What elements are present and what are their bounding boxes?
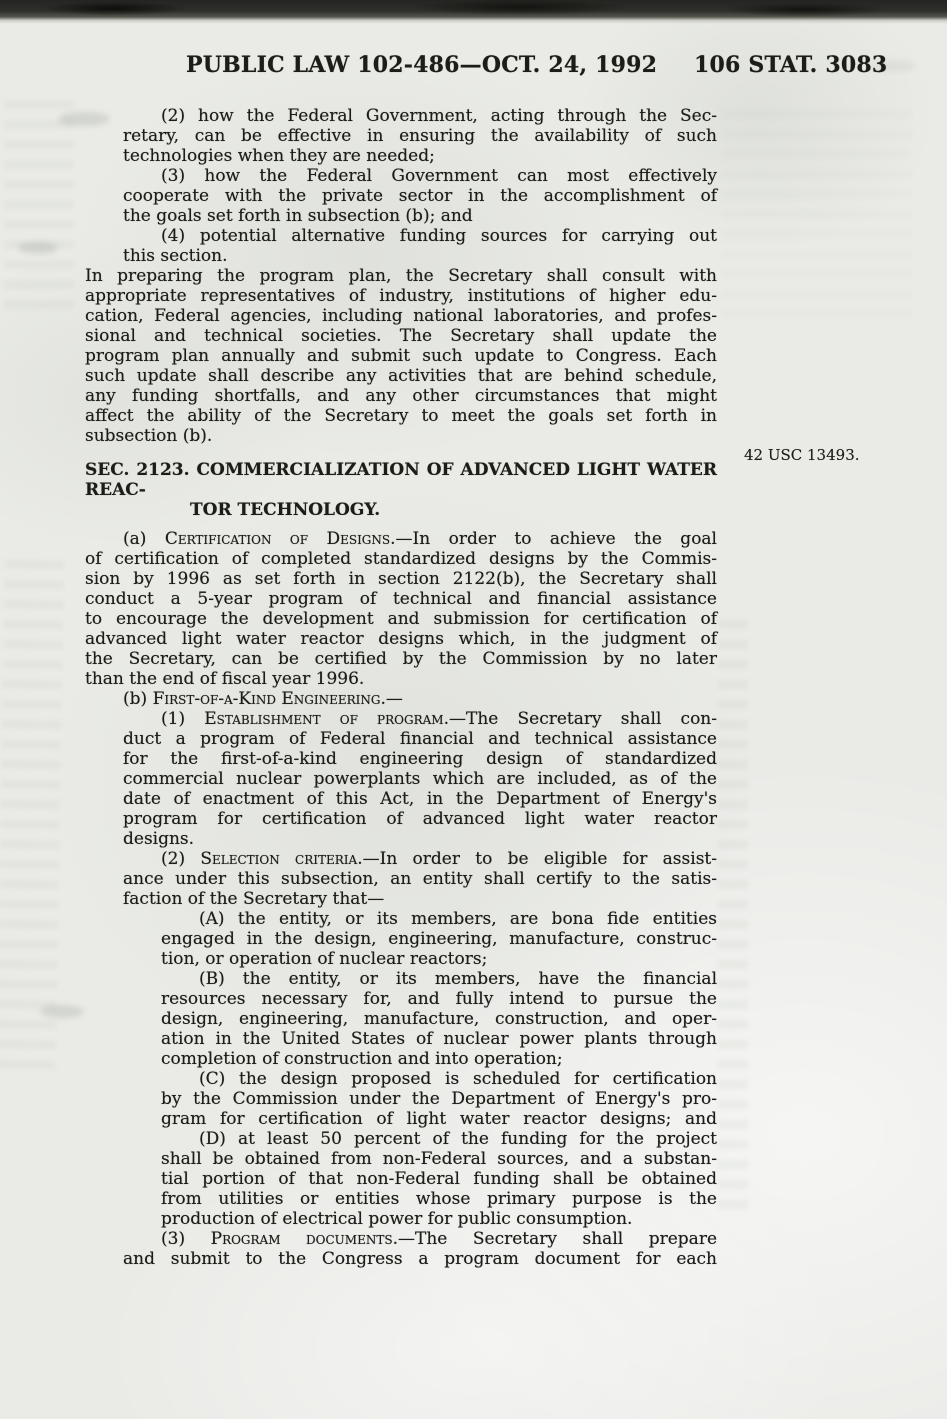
text-line <box>85 969 717 989</box>
text-line <box>85 126 717 146</box>
text-line <box>85 629 717 649</box>
text-line <box>85 829 717 849</box>
text-line <box>85 286 717 306</box>
text-line <box>85 929 717 949</box>
text-line <box>85 1129 717 1149</box>
text-run: to encourage the development and submission for certification of <box>85 609 717 629</box>
text-run: tion, or operation of nuclear reactors; <box>161 949 488 969</box>
text-run: .—The Secretary shall prepare <box>392 1229 718 1249</box>
text-line <box>85 186 717 206</box>
text-line <box>85 1169 717 1189</box>
text-line <box>85 106 717 126</box>
text-run: .— <box>380 689 403 709</box>
text-run: date of enactment of this Act, in the Department of Energy's <box>123 789 717 809</box>
text-line <box>85 749 717 769</box>
text-run: for the first-of-a-kind engineering design of standardized <box>123 749 717 769</box>
text-line <box>85 1069 717 1089</box>
text-run: .—In order to achieve the goal <box>390 529 717 549</box>
text-line <box>85 426 717 446</box>
text-run: any funding shortfalls, and any other circumstances that might <box>85 386 717 406</box>
text-run: tial portion of that non-Federal funding shall be obtained <box>161 1169 717 1189</box>
text-run: the Secretary, can be certified by the Commission by no later <box>85 649 717 669</box>
scan-edge-artifact <box>0 0 947 24</box>
text-line <box>85 346 717 366</box>
small-caps-run: Certification of Designs <box>164 529 391 549</box>
text-line <box>85 849 717 869</box>
text-line <box>85 206 717 226</box>
text-run: .—In order to be eligible for assist- <box>357 849 717 869</box>
text-line <box>85 1009 717 1029</box>
text-run: retary, can be effective in ensuring the availability of such <box>123 126 717 146</box>
text-line <box>85 1109 717 1129</box>
ink-smudge <box>40 1005 84 1018</box>
section-heading-line <box>85 460 717 500</box>
text-run: resources necessary for, and fully intend to pursue the <box>161 989 717 1009</box>
text-run: appropriate representatives of industry, institutions of higher edu- <box>85 286 717 306</box>
text-line <box>85 1049 717 1069</box>
text-run: affect the ability of the Secretary to meet the goals set forth in <box>85 406 717 426</box>
text-run: (1) <box>161 709 205 729</box>
section-heading-line <box>85 500 717 520</box>
text-line <box>85 529 717 549</box>
text-line <box>85 1149 717 1169</box>
bleedthrough-artifact <box>718 620 748 1220</box>
text-line <box>85 889 717 909</box>
text-run: cooperate with the private sector in the accomplishment of <box>123 186 717 206</box>
text-line <box>85 649 717 669</box>
text-run: subsection (b). <box>85 426 213 446</box>
text-run: such update shall describe any activities that are behind schedule, <box>85 366 717 386</box>
text-line <box>85 709 717 729</box>
bleedthrough-artifact <box>722 110 912 320</box>
text-run: sion by 1996 as set forth in section 2122(b), the Secretary shall <box>85 569 717 589</box>
ink-smudge <box>18 242 58 254</box>
text-line <box>85 1209 717 1229</box>
text-line <box>85 266 717 286</box>
text-run: design, engineering, manufacture, construction, and oper- <box>161 1009 717 1029</box>
text-run: conduct a 5-year program of technical and financial assistance <box>85 589 717 609</box>
text-run: TOR TECHNOLOGY. <box>190 500 381 520</box>
text-run: cation, Federal agencies, including national laboratories, and profes- <box>85 306 717 326</box>
text-run: of certification of completed standardized designs by the Commis- <box>85 549 717 569</box>
text-run: program for certification of advanced light water reactor <box>123 809 717 829</box>
text-run: this section. <box>123 246 228 266</box>
text-run: SEC. 2123. COMMERCIALIZATION OF ADVANCED LIGHT WATER REAC- <box>85 460 717 500</box>
text-line <box>85 366 717 386</box>
text-line <box>85 166 717 186</box>
text-run: faction of the Secretary that— <box>123 889 385 909</box>
text-run: program plan annually and submit such update to Congress. Each <box>85 346 717 366</box>
text-run: (a) <box>123 529 165 549</box>
text-run: (2) how the Federal Government, acting through the Sec- <box>161 106 717 126</box>
text-run: engaged in the design, engineering, manufacture, construc- <box>161 929 717 949</box>
text-line <box>85 406 717 426</box>
text-run: (2) <box>161 849 201 869</box>
text-run: (3) how the Federal Government can most effectively <box>161 166 717 186</box>
text-run: duct a program of Federal financial and technical assistance <box>123 729 717 749</box>
text-run: than the end of fiscal year 1996. <box>85 669 365 689</box>
text-line <box>85 689 717 709</box>
text-line <box>85 809 717 829</box>
text-line <box>85 1229 717 1249</box>
text-line <box>85 146 717 166</box>
running-head-stat-page-number: 106 STAT. 3083 <box>694 52 888 78</box>
text-line <box>85 669 717 689</box>
bleedthrough-artifact <box>4 100 74 320</box>
text-line <box>85 549 717 569</box>
text-run: (A) the entity, or its members, are bona fide entities <box>199 909 717 929</box>
text-run: advanced light water reactor designs which, in the judgment of <box>85 629 717 649</box>
text-run: (b) <box>123 689 153 709</box>
text-line <box>85 1089 717 1109</box>
text-line <box>85 589 717 609</box>
margin-note-usc-citation: 42 USC 13493. <box>744 446 860 464</box>
text-line <box>85 769 717 789</box>
bleedthrough-artifact <box>0 560 65 1081</box>
text-run: commercial nuclear powerplants which are included, as of the <box>123 769 717 789</box>
text-line <box>85 1189 717 1209</box>
text-line <box>85 729 717 749</box>
text-line <box>85 909 717 929</box>
text-line <box>85 869 717 889</box>
text-run: shall be obtained from non-Federal sources, and a substan- <box>161 1149 717 1169</box>
text-run: sional and technical societies. The Secretary shall update the <box>85 326 717 346</box>
document-body <box>85 106 717 1269</box>
text-line <box>85 1029 717 1049</box>
text-run: technologies when they are needed; <box>123 146 435 166</box>
text-run: completion of construction and into operation; <box>161 1049 563 1069</box>
text-run: by the Commission under the Department of Energy's pro- <box>161 1089 717 1109</box>
small-caps-run: Selection criteria <box>200 849 358 869</box>
text-run: (4) potential alternative funding sources for carrying out <box>161 226 717 246</box>
text-run: ation in the United States of nuclear power plants through <box>161 1029 717 1049</box>
text-line <box>85 246 717 266</box>
text-line <box>85 326 717 346</box>
text-line <box>85 1249 717 1269</box>
small-caps-run: First-of-a-Kind Engineering <box>152 689 381 709</box>
text-line <box>85 306 717 326</box>
text-run: In preparing the program plan, the Secretary shall consult with <box>85 266 717 286</box>
text-line <box>85 569 717 589</box>
text-run: and submit to the Congress a program document for each <box>123 1249 717 1269</box>
text-line <box>85 386 717 406</box>
text-run: .—The Secretary shall con- <box>443 709 717 729</box>
text-run: (C) the design proposed is scheduled for certification <box>199 1069 717 1089</box>
text-line <box>85 789 717 809</box>
small-caps-run: Program documents <box>210 1229 393 1249</box>
small-caps-run: Establishment of program <box>204 709 444 729</box>
text-line <box>85 989 717 1009</box>
text-run: from utilities or entities whose primary purpose is the <box>161 1189 717 1209</box>
text-run: gram for certification of light water reactor designs; and <box>161 1109 717 1129</box>
text-line <box>85 609 717 629</box>
text-line <box>85 949 717 969</box>
text-run: (D) at least 50 percent of the funding for the project <box>199 1129 717 1149</box>
text-line <box>85 226 717 246</box>
text-run: designs. <box>123 829 195 849</box>
text-run: the goals set forth in subsection (b); and <box>123 206 473 226</box>
text-run: (B) the entity, or its members, have the financial <box>199 969 717 989</box>
text-run: production of electrical power for public consumption. <box>161 1209 633 1229</box>
running-head-law-title: PUBLIC LAW 102-486—OCT. 24, 1992 <box>186 52 658 78</box>
text-run: (3) <box>161 1229 211 1249</box>
text-run: ance under this subsection, an entity shall certify to the satis- <box>123 869 717 889</box>
